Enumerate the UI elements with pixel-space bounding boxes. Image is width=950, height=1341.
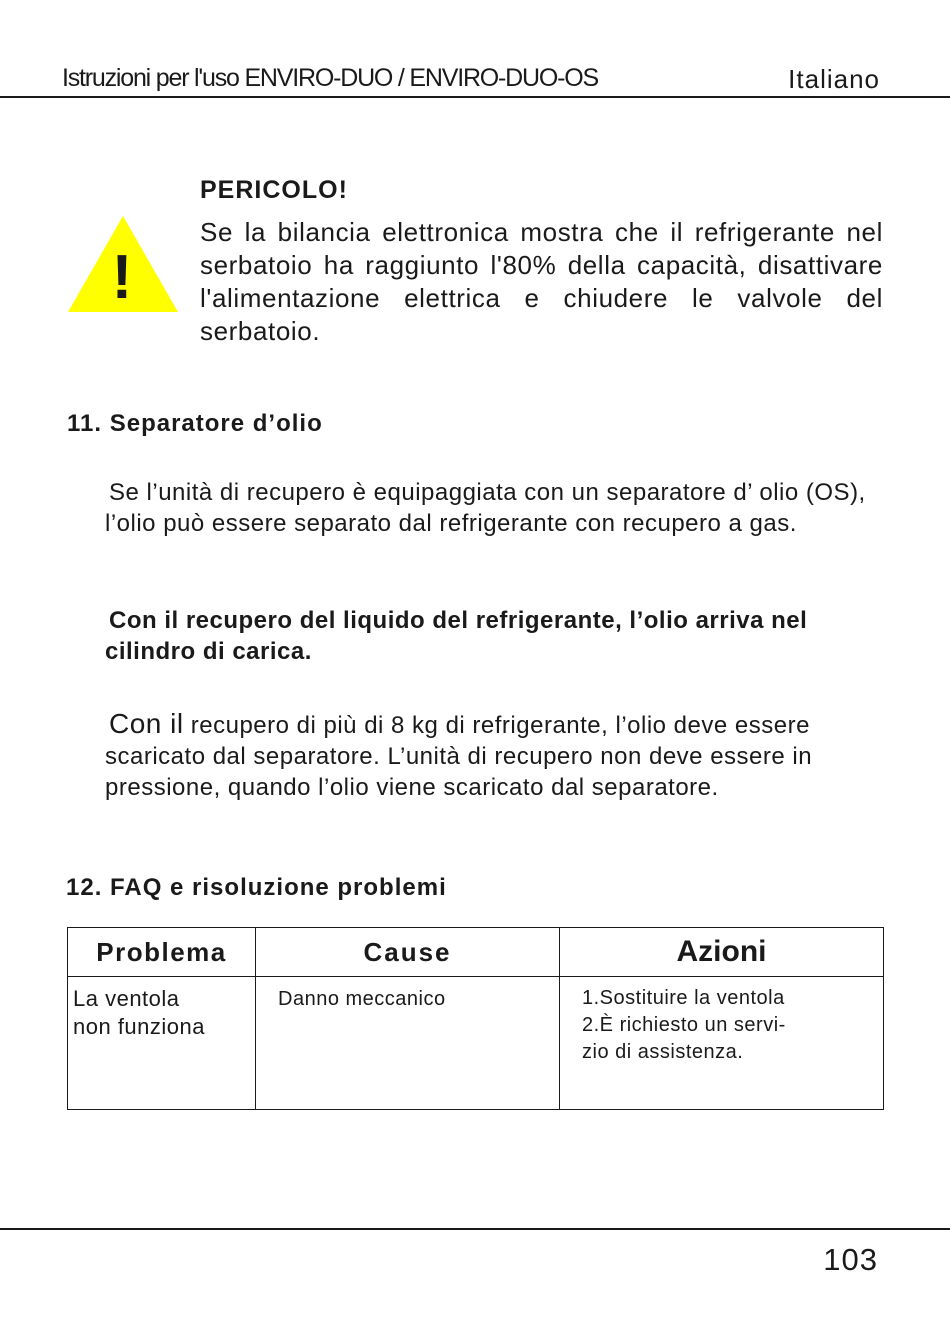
section-11-paragraph-3 [105, 708, 895, 803]
faq-table [67, 927, 884, 1110]
header-cause: Cause [256, 928, 560, 977]
header-actions: Azioni [560, 928, 884, 977]
section-11-paragraph-1-text: Se l’unità di recupero è equipaggiata con un separatore d’ olio (OS), l’olio può essere separato dal refrigerante con recupero a gas. [105, 479, 866, 537]
table-row [68, 977, 884, 1110]
danger-title: PERICOLO! [200, 176, 348, 204]
section-11-paragraph-2-text: Con il recupero del liquido del refrigerante, l’olio arriva nel cilindro di carica. [105, 607, 808, 665]
header-problem: Problema [68, 928, 256, 977]
section-11-paragraph-3-text: recupero di più di 8 kg di refrigerante, l’olio deve essere scaricato dal separatore. L’unità di recupero non deve essere in pressione, quando l’olio viene scaricato dal separatore. [105, 712, 813, 801]
section-11-paragraph-2 [105, 605, 895, 667]
manual-title: Istruzioni per l'uso ENVIRO-DUO / ENVIRO-DUO-OS [62, 64, 598, 92]
danger-text: Se la bilancia elettronica mostra che il refrigerante nel serbatoio ha raggiunto l'80% della capacità, disattivare l'alimentazione elettrica e chiudere le valvole del serbatoio. [200, 217, 883, 346]
footer-divider [0, 1228, 950, 1230]
action-line: 2.È richiesto un servi- [582, 1014, 786, 1036]
section-11-paragraph-3-lead: Con il [109, 708, 184, 739]
exclamation-symbol: ! [111, 243, 133, 312]
cause-cell [256, 977, 560, 1110]
language-label: Italiano [788, 64, 880, 94]
section-12-heading: 12. FAQ e risoluzione problemi [66, 874, 447, 901]
problem-line: non funziona [73, 1014, 205, 1039]
action-cell [560, 977, 884, 1110]
cause-text: Danno meccanico [278, 988, 446, 1010]
action-line: 1.Sostituire la ventola [582, 987, 785, 1009]
table-header-row [68, 928, 884, 977]
problem-line: La ventola [73, 986, 180, 1011]
section-11-heading: 11. Separatore d’olio [67, 410, 323, 437]
action-line: zio di assistenza. [582, 1041, 744, 1063]
header-divider [0, 96, 950, 98]
problem-cell [68, 977, 256, 1110]
section-11-paragraph-1 [105, 477, 895, 539]
page-number: 103 [823, 1242, 878, 1277]
warning-triangle-icon [66, 214, 180, 314]
